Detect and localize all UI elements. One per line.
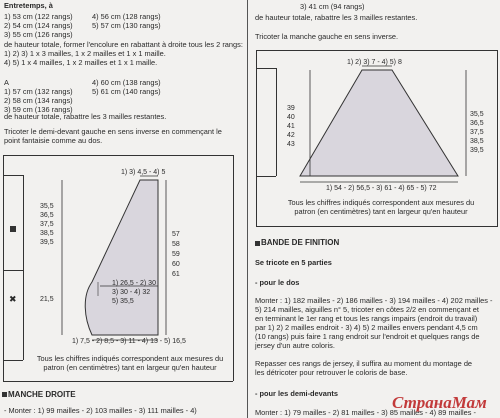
left-sleeve-text: Tricoter la manche gauche en sens inverse. (255, 32, 399, 41)
pour-dos-text: - pour le dos (255, 278, 300, 287)
site-watermark: СтранаМам (392, 393, 487, 412)
left-val-5: 39,5 (40, 239, 54, 246)
row-b-3-col1: 3) 59 cm (136 rangs) (4, 105, 73, 114)
row-a-3-col1: 3) 55 cm (126 rangs) (4, 30, 73, 39)
left-val-3: 37,5 (40, 221, 54, 228)
left-front-text-1: Tricoter le demi-devant gauche en sens inverse en commençant le (4, 127, 222, 136)
se-tricote-text: Se tricote en 5 parties (255, 258, 332, 267)
repasser-line-2: les détricoter pour retrouver le coloris de base. (255, 368, 408, 377)
right-val-2: 58 (172, 241, 180, 248)
sleeve-right-val-3: 37,5 (470, 129, 484, 136)
inner-label-2: 3) 30 - 4) 32 (112, 289, 151, 296)
sleeve-left-val-4: 42 (287, 132, 295, 139)
row-a-1-col2: 4) 56 cm (128 rangs) (92, 12, 161, 21)
diagram-top-label: 1) 3) 4,5 - 4) 5 (121, 169, 166, 176)
neckline-sizes-123: 1) 2) 3) 1 x 3 mailles, 1 x 2 mailles et 1 x 1 maille. (4, 49, 166, 58)
left-val-4: 38,5 (40, 230, 54, 237)
right-val-4: 60 (172, 261, 180, 268)
inner-label-1: 1) 26,5 - 2) 30 (112, 280, 156, 287)
sleeve-right-val-2: 36,5 (470, 120, 484, 127)
left-lower-val: 21,5 (40, 296, 54, 303)
repasser-line-1: Repasser ces rangs de jersey, il suffira au moment du montage de (255, 359, 473, 368)
diagram-bottom-label: 1) 7,5 - 2) 8,5 - 3) 11 - 4) 13 - 5) 16,5 (72, 338, 186, 345)
cross-marker-icon: ✖ (9, 294, 17, 304)
monter-line-4: par 1) 2) 2 mailles endroit - 3) 4) 5) 2 mailles envers pendant 4,5 cm (255, 323, 478, 332)
sleeve-left-val-1: 39 (287, 105, 295, 112)
diagram-caption-1: Tous les chiffres indiqués correspondent aux mesures du (36, 354, 224, 363)
row-b-2-col2: 5) 61 cm (140 rangs) (92, 87, 161, 96)
monter-line-1: Monter : 1) 182 mailles - 2) 186 mailles - 3) 194 mailles - 4) 202 mailles - (255, 296, 493, 305)
monter-line-2: 5) 214 mailles, aiguilles n° 5, tricoter en côtes 2/2 en commençant et (255, 305, 479, 314)
right-bind-off-text: de hauteur totale, rabattre les 3 mailles restantes. (255, 13, 418, 22)
bind-off-text: de hauteur totale, rabattre les 3 mailles restantes. (4, 112, 167, 121)
sleeve-caption-1: Tous les chiffres indiqués correspondent aux mesures du (287, 198, 475, 207)
row-b-1-col2: 4) 60 cm (138 rangs) (92, 78, 161, 87)
sleeve-right-val-1: 35,5 (470, 111, 484, 118)
manche-droite-header: MANCHE DROITE (8, 390, 76, 399)
pour-demi-devants-text: - pour les demi-devants (255, 389, 338, 398)
sleeve-bottom-label: 1) 54 - 2) 56,5 - 3) 61 - 4) 65 - 5) 72 (326, 185, 437, 192)
diagram-caption-2: patron (en centimètres) tant en largeur qu'en hauteur (43, 363, 217, 372)
sleeve-left-val-3: 41 (287, 123, 295, 130)
row-b-2-col1: 2) 58 cm (134 rangs) (4, 96, 73, 105)
right-bottom-line: Monter : 1) 79 mailles - 2) 81 mailles - 3) 85 mailles - 4) 89 mailles - (255, 408, 476, 417)
bande-header: BANDE DE FINITION (261, 238, 340, 247)
monter-line-6: jersey d'un autre coloris. (255, 341, 335, 350)
row-a-2-col1: 2) 54 cm (124 rangs) (4, 21, 73, 30)
row-a-1-col1: 1) 53 cm (122 rangs) (4, 12, 73, 21)
bande-bullet-icon (255, 241, 260, 246)
left-val-1: 35,5 (40, 203, 54, 210)
row-b-1-col1: 1) 57 cm (132 rangs) (4, 87, 73, 96)
left-bottom-line: - Monter : 1) 99 mailles - 2) 103 mailles - 3) 111 mailles - 4) (4, 406, 197, 415)
left-front-text-2: point fantaisie comme au dos. (4, 136, 103, 145)
left-val-2: 36,5 (40, 212, 54, 219)
row-a-2-col2: 5) 57 cm (130 rangs) (92, 21, 161, 30)
sleeve-caption-2: patron (en centimètres) tant en largeur qu'en hauteur (294, 207, 468, 216)
entretemps-heading: Entretemps, à (4, 1, 53, 10)
right-top-line: 3) 41 cm (94 rangs) (300, 2, 365, 11)
right-val-1: 57 (172, 231, 180, 238)
a-label: A (4, 78, 9, 87)
neckline-text: de hauteur totale, former l'encolure en rabattant à droite tous les 2 rangs: (4, 40, 243, 49)
sleeve-right-val-4: 38,5 (470, 138, 484, 145)
inner-label-3: 5) 35,5 (112, 298, 134, 305)
monter-line-3: en terminant le 1er rang et tous les rangs impairs (endroit du travail) (255, 314, 478, 323)
sleeve-left-val-2: 40 (287, 114, 295, 121)
monter-line-5: (10 rangs) puis faire 1 rang endroit sur l'endroit et quelques rangs de (255, 332, 480, 341)
right-val-5: 61 (172, 271, 180, 278)
sleeve-top-label: 1) 2) 3) 7 - 4) 5) 8 (347, 59, 402, 66)
right-val-3: 59 (172, 251, 180, 258)
neckline-sizes-45: 4) 5) 1 x 4 mailles, 1 x 2 mailles et 1 x 1 maille. (4, 58, 158, 67)
sleeve-right-val-5: 39,5 (470, 147, 484, 154)
sleeve-left-val-5: 43 (287, 141, 295, 148)
